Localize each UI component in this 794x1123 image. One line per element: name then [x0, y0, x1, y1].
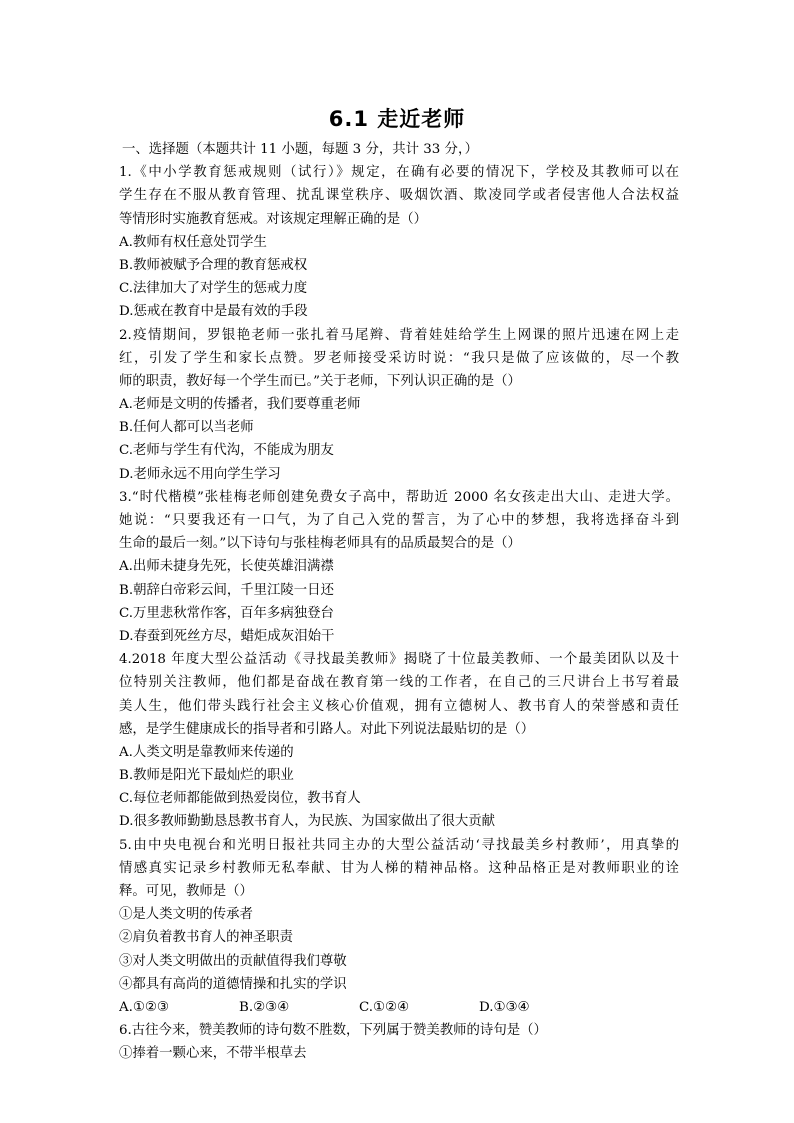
question-4-line-1: 4.2018 年度大型公益活动《寻找最美教师》揭晓了十位最美教师、一个最美团队以及十 — [119, 652, 679, 668]
question-5-option-d: D.①③④ — [479, 999, 530, 1015]
question-5-option-a: A.①②③ — [119, 999, 169, 1015]
question-4-line-4: 感，是学生健康成长的指导者和引路人。对此下列说法最贴切的是（） — [119, 721, 535, 737]
question-4-line-3: 美人生，他们带头践行社会主义核心价值观，拥有立德树人、教书育人的荣誉感和责任 — [119, 698, 679, 714]
question-4-option-a: A.人类文明是靠教师来传递的 — [119, 744, 294, 760]
question-5-line-2: 情感真实记录乡村教师无私奉献、甘为人梯的精神品格。这种品格正是对教师职业的诠 — [119, 860, 679, 876]
question-6-line-1: 6.古往今来，赞美教师的诗句数不胜数，下列属于赞美教师的诗句是（） — [119, 1023, 547, 1039]
question-2-option-a: A.老师是文明的传播者，我们要尊重老师 — [119, 397, 361, 413]
question-1-option-a: A.教师有权任意处罚学生 — [119, 234, 267, 250]
question-5-item-4: ④都具有高尚的道德情操和扎实的学识 — [119, 976, 347, 992]
question-2-line-1: 2.疫情期间，罗银艳老师一张扎着马尾辫、背着娃娃给学生上网课的照片迅速在网上走 — [119, 327, 679, 343]
question-1-option-d: D.惩戒在教育中是最有效的手段 — [119, 304, 308, 320]
question-2-line-3: 师的职责，教好每一个学生而已。”关于老师，下列认识正确的是（） — [119, 373, 521, 389]
question-3-option-c: C.万里悲秋常作客，百年多病独登台 — [119, 605, 334, 621]
question-1-option-b: B.教师被赋予合理的教育惩戒权 — [119, 257, 308, 273]
question-3-option-a: A.出师未捷身先死，长使英雄泪满襟 — [119, 559, 334, 575]
question-1-option-c: C.法律加大了对学生的惩戒力度 — [119, 281, 308, 297]
question-5-line-1: 5.由中央电视台和光明日报社共同主办的大型公益活动‘寻找最美乡村教师’，用真挚的 — [119, 837, 679, 853]
question-1-line-3: 等情形时实施教育惩戒。对该规定理解正确的是（） — [119, 211, 427, 227]
question-3-line-2: 她说：“只要我还有一口气，为了自己入党的誓言，为了心中的梦想，我将选择奋斗到 — [119, 513, 679, 528]
question-2-option-c: C.老师与学生有代沟，不能成为朋友 — [119, 443, 334, 459]
question-5-line-3: 释。可见，教师是（） — [119, 884, 253, 899]
section-heading: 一、选择题（本题共计 11 小题，每题 3 分，共计 33 分，） — [122, 142, 479, 157]
question-2-option-d: D.老师永远不用向学生学习 — [119, 466, 281, 482]
question-2-option-b: B.任何人都可以当老师 — [119, 420, 254, 436]
question-4-option-c: C.每位老师都能做到热爱岗位，教书育人 — [119, 791, 361, 807]
question-5-option-c: C.①②④ — [359, 999, 410, 1015]
question-2-line-2: 红，引发了学生和家长点赞。罗老师接受采访时说：“我只是做了应该做的，尽一个教 — [119, 350, 679, 366]
question-1-line-1: 1.《中小学教育惩戒规则（试行）》规定，在确有必要的情况下，学校及其教师可以在 — [119, 165, 679, 181]
question-4-line-2: 位特别关注教师，他们都是奋战在教育第一线的工作者，在自己的三尺讲台上书写着最 — [119, 675, 679, 691]
question-1-line-2: 学生存在不服从教育管理、扰乱课堂秩序、吸烟饮酒、欺凌同学或者侵害他人合法权益 — [119, 188, 679, 204]
question-5-item-1: ①是人类文明的传承者 — [119, 907, 253, 923]
question-5-item-3: ③对人类文明做出的贡献值得我们尊敬 — [119, 953, 347, 969]
question-3-option-d: D.春蚕到死丝方尽，蜡炬成灰泪始干 — [119, 628, 335, 644]
question-5-options — [119, 996, 679, 1019]
question-4-option-d: D.很多教师勤勤恳恳教书育人，为民族、为国家做出了很大贡献 — [119, 814, 496, 830]
question-3-option-b: B.朝辞白帝彩云间，千里江陵一日还 — [119, 582, 334, 598]
question-5-option-b: B.②③④ — [239, 999, 290, 1015]
question-content — [119, 138, 679, 1066]
question-4-option-b: B.教师是阳光下最灿烂的职业 — [119, 768, 294, 784]
question-6-item-1: ①捧着一颗心来，不带半根草去 — [119, 1046, 307, 1062]
question-3-line-3: 生命的最后一刻。”以下诗句与张桂梅老师具有的品质最契合的是（） — [119, 536, 521, 552]
page-title: 6.1 走近老师 — [328, 107, 466, 131]
question-5-item-2: ②肩负着教书育人的神圣职责 — [119, 930, 294, 946]
question-3-line-1: 3.“时代楷模”张桂梅老师创建免费女子高中，帮助近 2000 名女孩走出大山、走进大学。 — [119, 489, 679, 505]
